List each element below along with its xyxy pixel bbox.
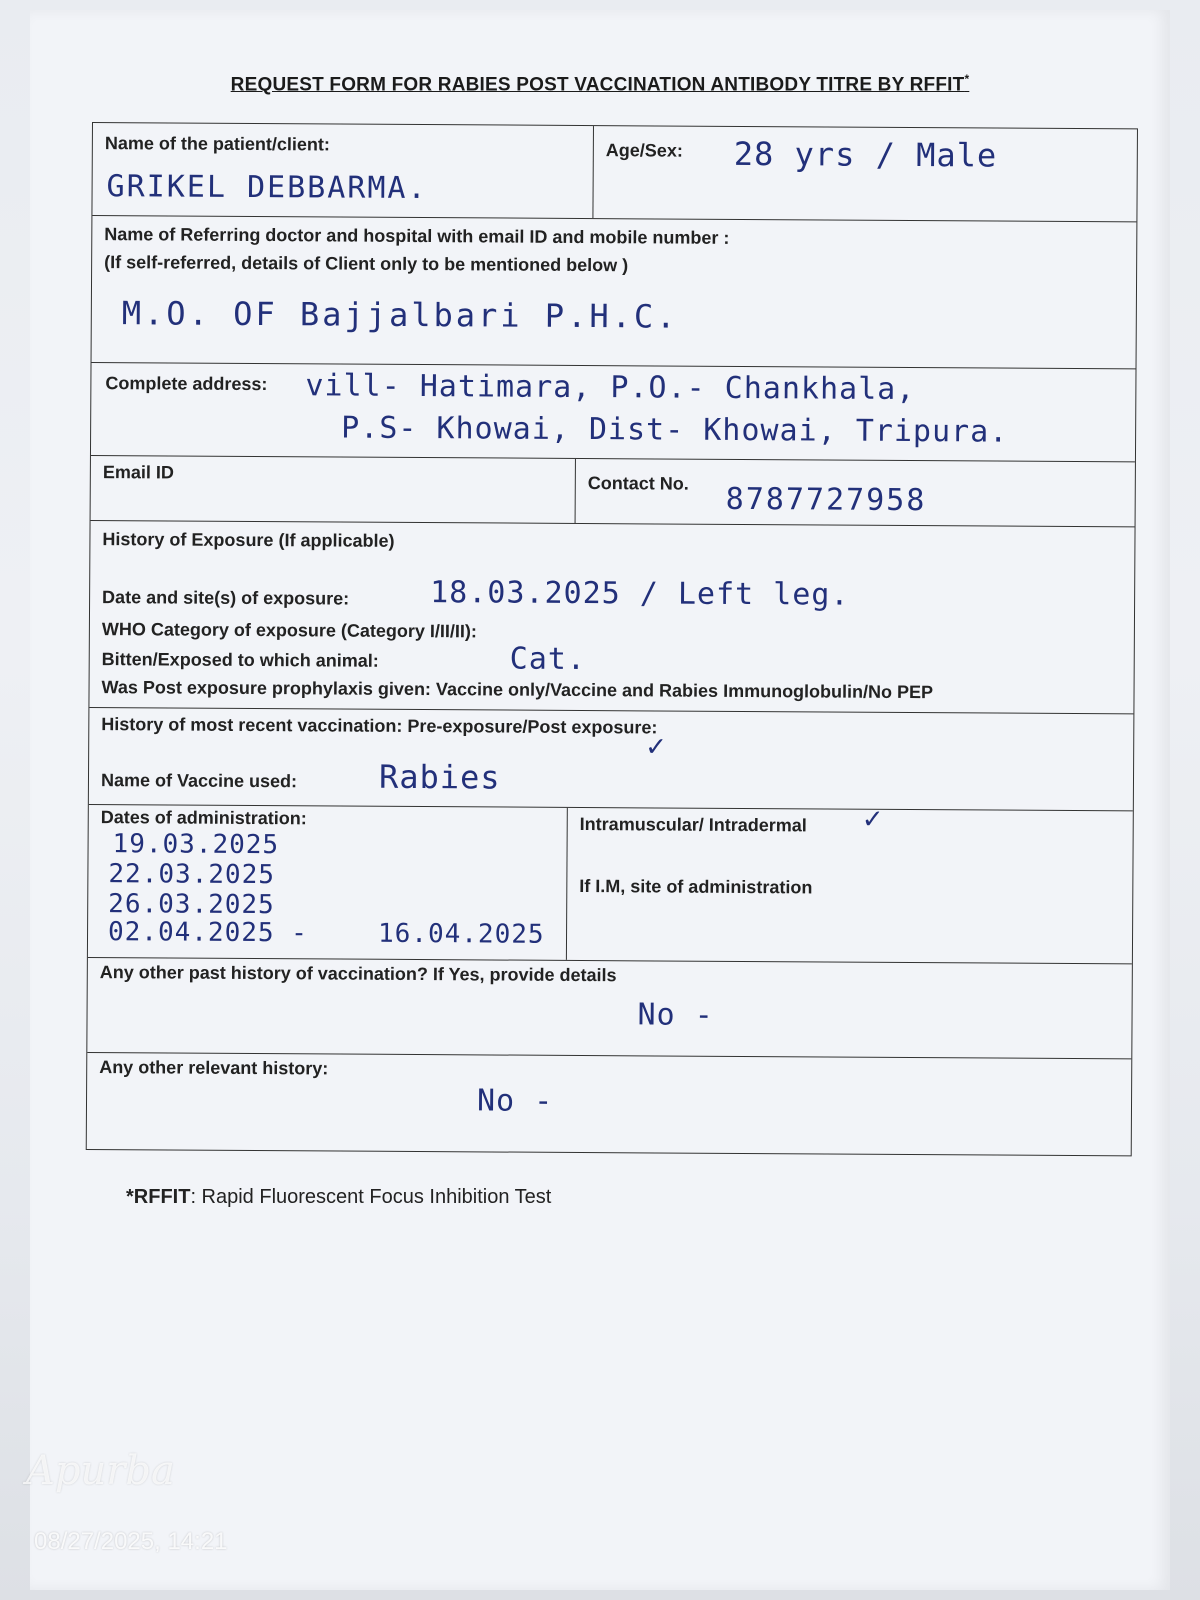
recent-vaccination-row [89, 708, 1134, 811]
animal-label: Bitten/Exposed to which animal: [101, 649, 379, 671]
address-line-2: P.S- Khowai, Dist- Khowai, Tripura. [341, 410, 1009, 450]
address-line-1: vill- Hatimara, P.O.- Chankhala, [305, 368, 916, 408]
patient-name-value: GRIKEL DEBBARMA. [106, 169, 428, 207]
dose-date-3: 26.03.2025 [108, 889, 275, 921]
past-vaccination-row [87, 958, 1132, 1059]
age-sex-label: Age/Sex: [605, 140, 683, 161]
vaccine-name-label: Name of Vaccine used: [100, 770, 298, 792]
exposure-history-label: History of Exposure (If applicable) [102, 529, 395, 551]
age-sex-cell [592, 126, 1137, 221]
referring-doctor-note: (If self-referred, details of Client only to be mentioned below ) [104, 252, 629, 276]
vaccine-name-value: Rabies [378, 757, 501, 797]
contact-label: Contact No. [587, 473, 689, 494]
dose-date-2: 22.03.2025 [108, 859, 276, 891]
pep-label: Was Post exposure prophylaxis given: Vaccine only/Vaccine and Rabies Immunoglobulin/No PEP [101, 677, 934, 703]
administration-row [88, 805, 1133, 964]
request-form-table [86, 122, 1138, 1156]
route-check-mark-icon: ✓ [861, 803, 884, 834]
email-cell [91, 456, 575, 523]
contact-cell [575, 459, 1135, 526]
referring-doctor-row [92, 216, 1137, 369]
animal-value: Cat. [509, 641, 587, 678]
check-mark-icon: ✓ [645, 731, 668, 762]
recent-vaccination-label: History of most recent vaccination: Pre-exposure/Post exposure: [101, 714, 658, 738]
relevant-history-row [87, 1053, 1132, 1155]
patient-name-cell [92, 123, 593, 218]
email-label: Email ID [102, 462, 174, 483]
patient-name-label: Name of the patient/client: [104, 133, 330, 155]
relevant-history-value: No - [476, 1083, 554, 1119]
address-row [91, 363, 1136, 462]
dose-date-1: 19.03.2025 [112, 829, 280, 861]
form-title: REQUEST FORM FOR RABIES POST VACCINATION ANTIBODY TITRE BY RFFIT* [230, 72, 970, 96]
footnote: *RFFIT: Rapid Fluorescent Focus Inhibition Test [126, 1186, 552, 1208]
photo-timestamp: 08/27/2025, 14:21 [34, 1528, 228, 1555]
im-site-label: If I.M, site of administration [579, 875, 813, 898]
address-label: Complete address: [105, 373, 268, 395]
referring-doctor-value: M.O. OF Bajjalbari P.H.C. [121, 294, 679, 336]
dates-label: Dates of administration: [100, 807, 307, 829]
dose-date-4: 02.04.2025 - [107, 917, 308, 949]
dose-date-end: 16.04.2025 [377, 918, 545, 950]
dates-cell [88, 805, 567, 960]
patient-row [92, 123, 1137, 222]
contact-row [91, 456, 1135, 527]
referring-doctor-label: Name of Referring doctor and hospital with email ID and mobile number : [104, 224, 730, 248]
route-cell [566, 803, 1133, 963]
past-vaccination-value: No - [637, 997, 714, 1033]
exposure-date-label: Date and site(s) of exposure: [102, 587, 350, 609]
who-category-label: WHO Category of exposure (Category I/II/II): [101, 619, 478, 642]
handwritten-signature: Apurba [26, 1448, 175, 1494]
route-label: Intramuscular/ Intradermal [579, 813, 807, 836]
past-vaccination-label: Any other past history of vaccination? If Yes, provide details [99, 962, 617, 986]
contact-value: 8787727958 [725, 481, 927, 519]
exposure-row [89, 521, 1134, 714]
age-sex-value: 28 yrs / Male [733, 134, 998, 175]
relevant-history-label: Any other relevant history: [99, 1057, 329, 1079]
exposure-date-value: 18.03.2025 / Left leg. [430, 575, 850, 613]
